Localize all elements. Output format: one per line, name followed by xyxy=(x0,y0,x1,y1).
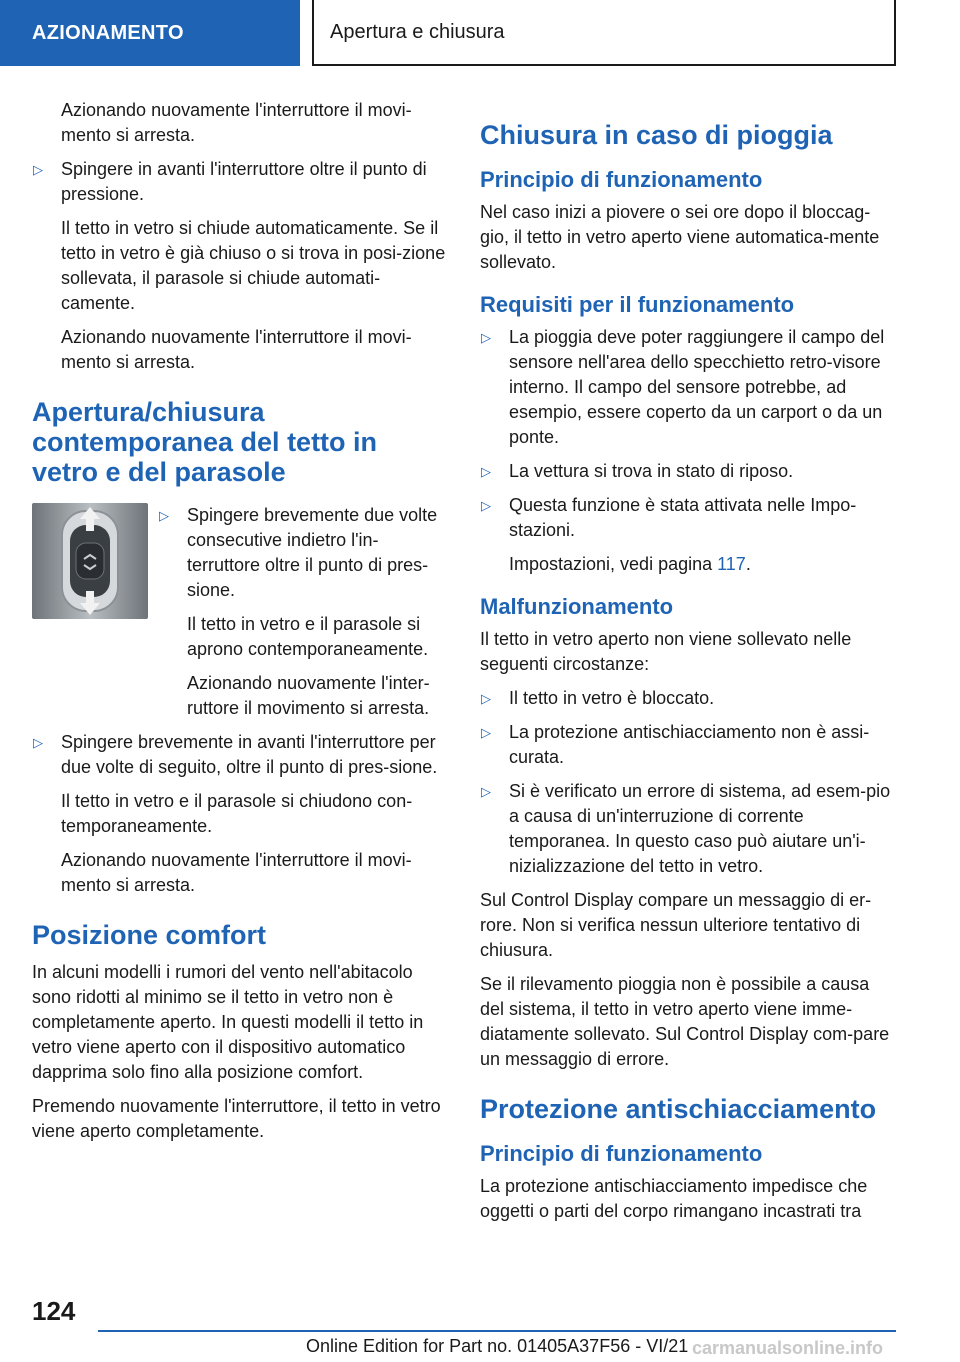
section-tab: AZIONAMENTO xyxy=(0,0,300,66)
footer-divider xyxy=(98,1330,896,1332)
paragraph: In alcuni modelli i rumori del vento nell'abitacolo sono ridotti al minimo se il tetto in vetro non è completamente aperto. In questi modelli il tetto in vetro viene aperto con il dispositivo automatico dapprima solo fino alla posizione comfort. xyxy=(32,962,424,1082)
list-item: ▷ Il tetto in vetro è bloccato. xyxy=(480,686,896,711)
heading-posizione-comfort: Posizione comfort xyxy=(32,920,267,950)
paragraph: Azionando nuovamente l'interruttore il movi-mento si arresta. xyxy=(61,850,412,895)
paragraph: Sul Control Display compare un messaggio di er-rore. Non si verifica nessun ulteriore tentativo di chiusura. xyxy=(480,890,872,960)
paragraph: Il tetto in vetro e il parasole si aprono contemporaneamente. xyxy=(187,614,429,659)
list-item: ▷ Si è verificato un errore di sistema, ad esem-pio a causa di un'interruzione di corrente temporanea. In questo caso può aiutare un'i-nizializzazione del tetto in vetro. xyxy=(481,781,891,876)
image-row xyxy=(32,503,448,730)
image-caption-text xyxy=(158,503,448,730)
paragraph: Se il rilevamento pioggia non è possibile a causa del sistema, il tetto in vetro aperto viene imme-diatamente sollevato. Sul Control Display com-pare un messaggio di errore. xyxy=(480,974,890,1069)
list-item: ▷ La protezione antischiacciamento non è assi-curata. xyxy=(481,722,870,767)
right-column xyxy=(480,98,896,1233)
roof-switch-image xyxy=(32,503,148,619)
list-item: ▷ Questa funzione è stata attivata nelle Impo-stazioni. xyxy=(481,495,857,540)
triangle-bullet-icon: ▷ xyxy=(159,508,169,523)
list-item: ▷ La pioggia deve poter raggiungere il campo del sensore nell'area dello specchietto retro-visore interno. Il campo del sensore potrebbe, ad esempio, essere coperto da un carport o da un ponte. xyxy=(481,327,885,447)
triangle-bullet-icon: ▷ xyxy=(481,464,491,479)
paragraph: Il tetto in vetro aperto non viene sollevato nelle seguenti circostanze: xyxy=(480,629,852,674)
paragraph: La protezione antischiacciamento impedisce che oggetti o parti del corpo rimangano incastrati tra xyxy=(480,1176,868,1221)
heading-chiusura-pioggia: Chiusura in caso di pioggia xyxy=(480,120,833,150)
list-item: ▷ Spingere brevemente due volte consecutive indietro l'in-terruttore oltre il punto di pres-sione. xyxy=(159,505,438,600)
left-column xyxy=(32,98,448,1153)
paragraph: Azionando nuovamente l'interruttore il movi-mento si arresta. xyxy=(61,327,412,372)
page-link[interactable]: 117 xyxy=(717,554,746,574)
paragraph: Azionando nuovamente l'inter-ruttore il movimento si arresta. xyxy=(187,673,430,718)
paragraph: Azionando nuovamente l'interruttore il movi-mento si arresta. xyxy=(61,100,412,145)
chapter-title: Apertura e chiusura xyxy=(312,0,896,66)
page-number: 124 xyxy=(32,1296,76,1326)
triangle-bullet-icon: ▷ xyxy=(481,725,491,740)
paragraph: Il tetto in vetro e il parasole si chiudono con-temporaneamente. xyxy=(61,791,413,836)
heading-protezione: Protezione antischiacciamento xyxy=(480,1094,877,1124)
list-item: ▷ La vettura si trova in stato di riposo. xyxy=(480,459,896,484)
triangle-bullet-icon: ▷ xyxy=(481,784,491,799)
subheading-principio: Principio di funzionamento xyxy=(480,167,763,192)
subheading-principio-2: Principio di funzionamento xyxy=(480,1141,763,1166)
triangle-bullet-icon: ▷ xyxy=(481,498,491,513)
footer-edition: Online Edition for Part no. 01405A37F56 - VI/21 xyxy=(306,1336,689,1356)
subheading-malfunzionamento: Malfunzionamento xyxy=(480,594,674,619)
paragraph: Premendo nuovamente l'interruttore, il tetto in vetro viene aperto completamente. xyxy=(32,1096,441,1141)
list-item: ▷ Spingere brevemente in avanti l'interruttore per due volte di seguito, oltre il punto di pres-sione. xyxy=(33,732,438,777)
triangle-bullet-icon: ▷ xyxy=(481,691,491,706)
paragraph: Nel caso inizi a piovere o sei ore dopo il bloccag-gio, il tetto in vetro aperto viene automatica-mente sollevato. xyxy=(480,202,880,272)
subheading-requisiti: Requisiti per il funzionamento xyxy=(480,292,795,317)
triangle-bullet-icon: ▷ xyxy=(33,735,43,750)
triangle-bullet-icon: ▷ xyxy=(33,162,43,177)
heading-apertura-chiusura: Apertura/chiusura contemporanea del tetto in vetro e del parasole xyxy=(32,397,378,487)
paragraph: Il tetto in vetro si chiude automaticamente. Se il tetto in vetro è già chiuso o si trova in posi-zione sollevata, il parasole si chiude automati-camente. xyxy=(61,218,446,313)
triangle-bullet-icon: ▷ xyxy=(481,330,491,345)
watermark: carmanualsonline.info xyxy=(692,1338,884,1358)
list-item: ▷ Spingere in avanti l'interruttore oltre il punto di pressione. xyxy=(33,159,427,204)
paragraph: Impostazioni, vedi pagina 117. xyxy=(509,554,751,574)
